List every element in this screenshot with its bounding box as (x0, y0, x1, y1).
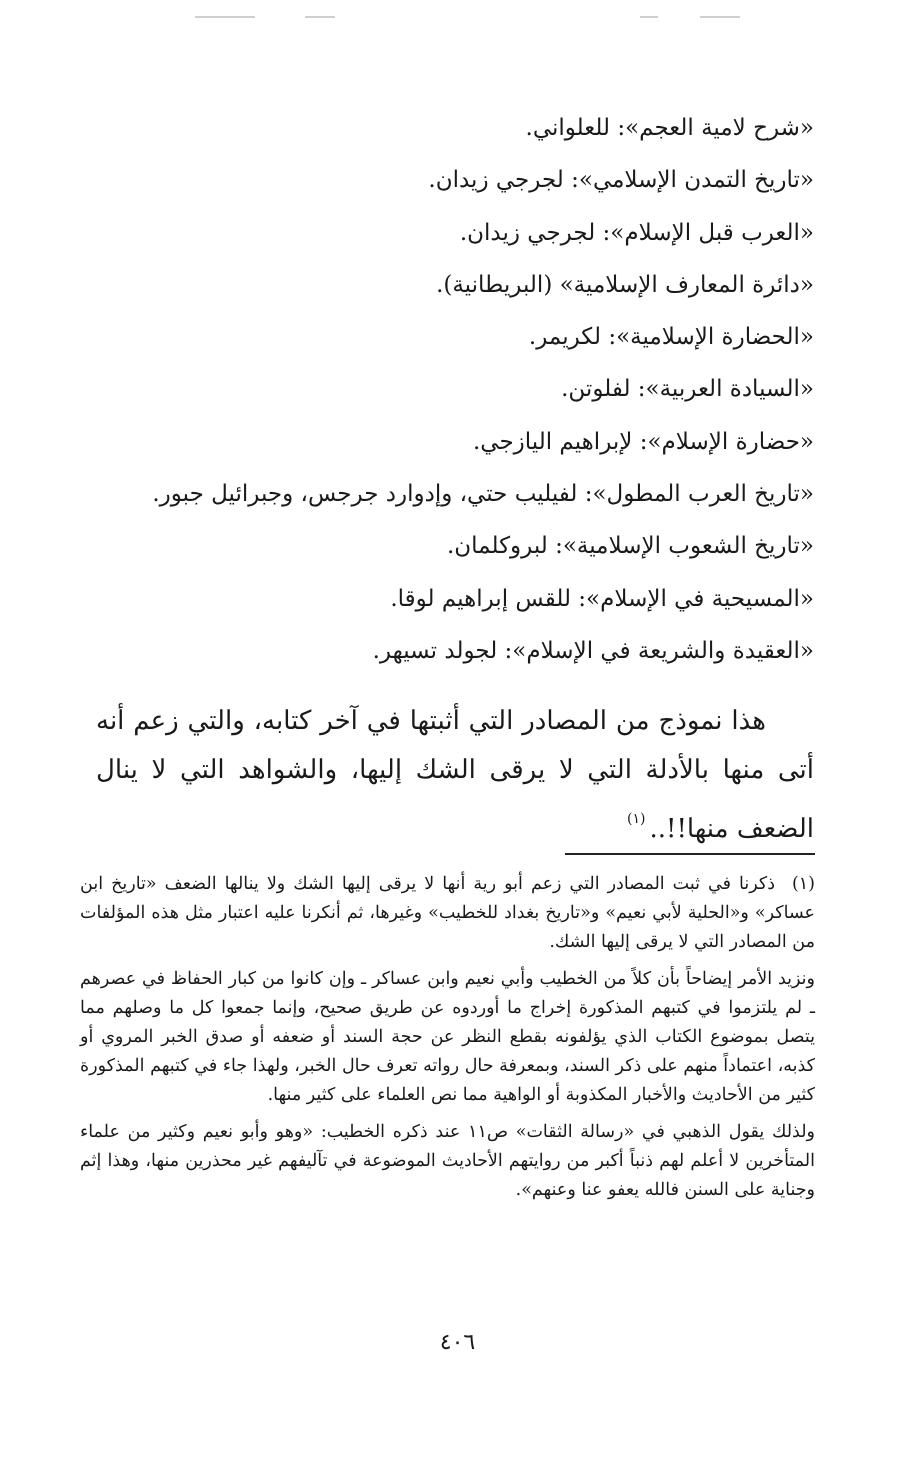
footnote-1 (80, 870, 815, 957)
sources-list (94, 108, 814, 683)
footnote-paragraph: ونزيد الأمر إيضاحاً بأن كلاً من الخطيب وأبي نعيم وابن عساكر ـ وإن كانوا من كبار الحفاظ في عصرهم ـ لم يلتزموا في كتبهم المذكورة إخراج ما أوردوه عن طريق صحيح، وإنما جمعوا كل ما وصلهم مما يتصل بموضوع الكتاب الذي يؤلفونه بقطع النظر عن حجة السند أو ضعفه أو صدق الخبر المروي أو كذبه، اعتماداً منهم على ذكر السند، وبمعرفة حال رواته تعرف حال الخبر، ولهذا جاء في كتبهم المذكورة كثير من الأحاديث والأخبار المكذوبة أو الواهية مما نص العلماء على كثير منها. (80, 969, 815, 1105)
source-item: «شرح لامية العجم»: للعلواني. (525, 115, 814, 141)
source-item: «دائرة المعارف الإسلامية» (البريطانية). (436, 271, 814, 298)
body-paragraph (96, 697, 814, 854)
footnote-separator (565, 853, 815, 855)
body-text: هذا نموذج من المصادر التي أثبتها في آخر كتابه، والتي زعم أنه أتى منها بالأدلة التي لا يرقى الشك إليها، والشواهد التي لا ينال الضعف منها!!.. (96, 706, 814, 844)
page-number: ٤٠٦ (439, 1330, 476, 1355)
scan-artifact (0, 16, 915, 20)
source-item: «تاريخ العرب المطول»: لفيليب حتي، وإدوارد جرجس، وجبرائيل جبور. (152, 481, 814, 508)
source-item: «تاريخ الشعوب الإسلامية»: لبروكلمان. (446, 533, 814, 560)
source-item: «المسيحية في الإسلام»: للقس إبراهيم لوقا. (390, 585, 814, 612)
footnote-number: (١) (791, 874, 815, 894)
footnote-text: ذكرنا في ثبت المصادر التي زعم أبو رية أنها لا يرقى إليها الشك ولا ينالها الضعف «تاريخ ابن عساكر» و«الحلية لأبي نعيم» و«تاريخ بغداد للخطيب» وغيرها، ثم أنكرنا عليه اعتبار مثل هذه المؤلفات من المصادر التي لا يرقى إليها الشك. (80, 874, 815, 952)
footnotes (80, 870, 815, 1213)
source-item: «الحضارة الإسلامية»: لكريمر. (528, 324, 814, 351)
footnote-reference: (١) (627, 811, 646, 827)
footnote-paragraph: ولذلك يقول الذهبي في «رسالة الثقات» ص١١ عند ذكره الخطيب: «وهو وأبو نعيم وكثير من علماء المتأخرين لا أعلم لهم ذنباً أكبر من روايتهم الأحاديث الموضوعة في تآليفهم غير محذرين منها، وهذا إثم وجناية على السنن فالله يعفو عنا وعنهم». (80, 1122, 815, 1200)
source-item: «حضارة الإسلام»: لإبراهيم اليازجي. (472, 428, 814, 455)
source-item: «تاريخ التمدن الإسلامي»: لجرجي زيدان. (428, 167, 814, 194)
source-item: «العرب قبل الإسلام»: لجرجي زيدان. (459, 219, 814, 246)
source-item: «العقيدة والشريعة في الإسلام»: لجولد تسيهر. (372, 637, 814, 664)
source-item: «السيادة العربية»: لفلوتن. (561, 376, 814, 403)
